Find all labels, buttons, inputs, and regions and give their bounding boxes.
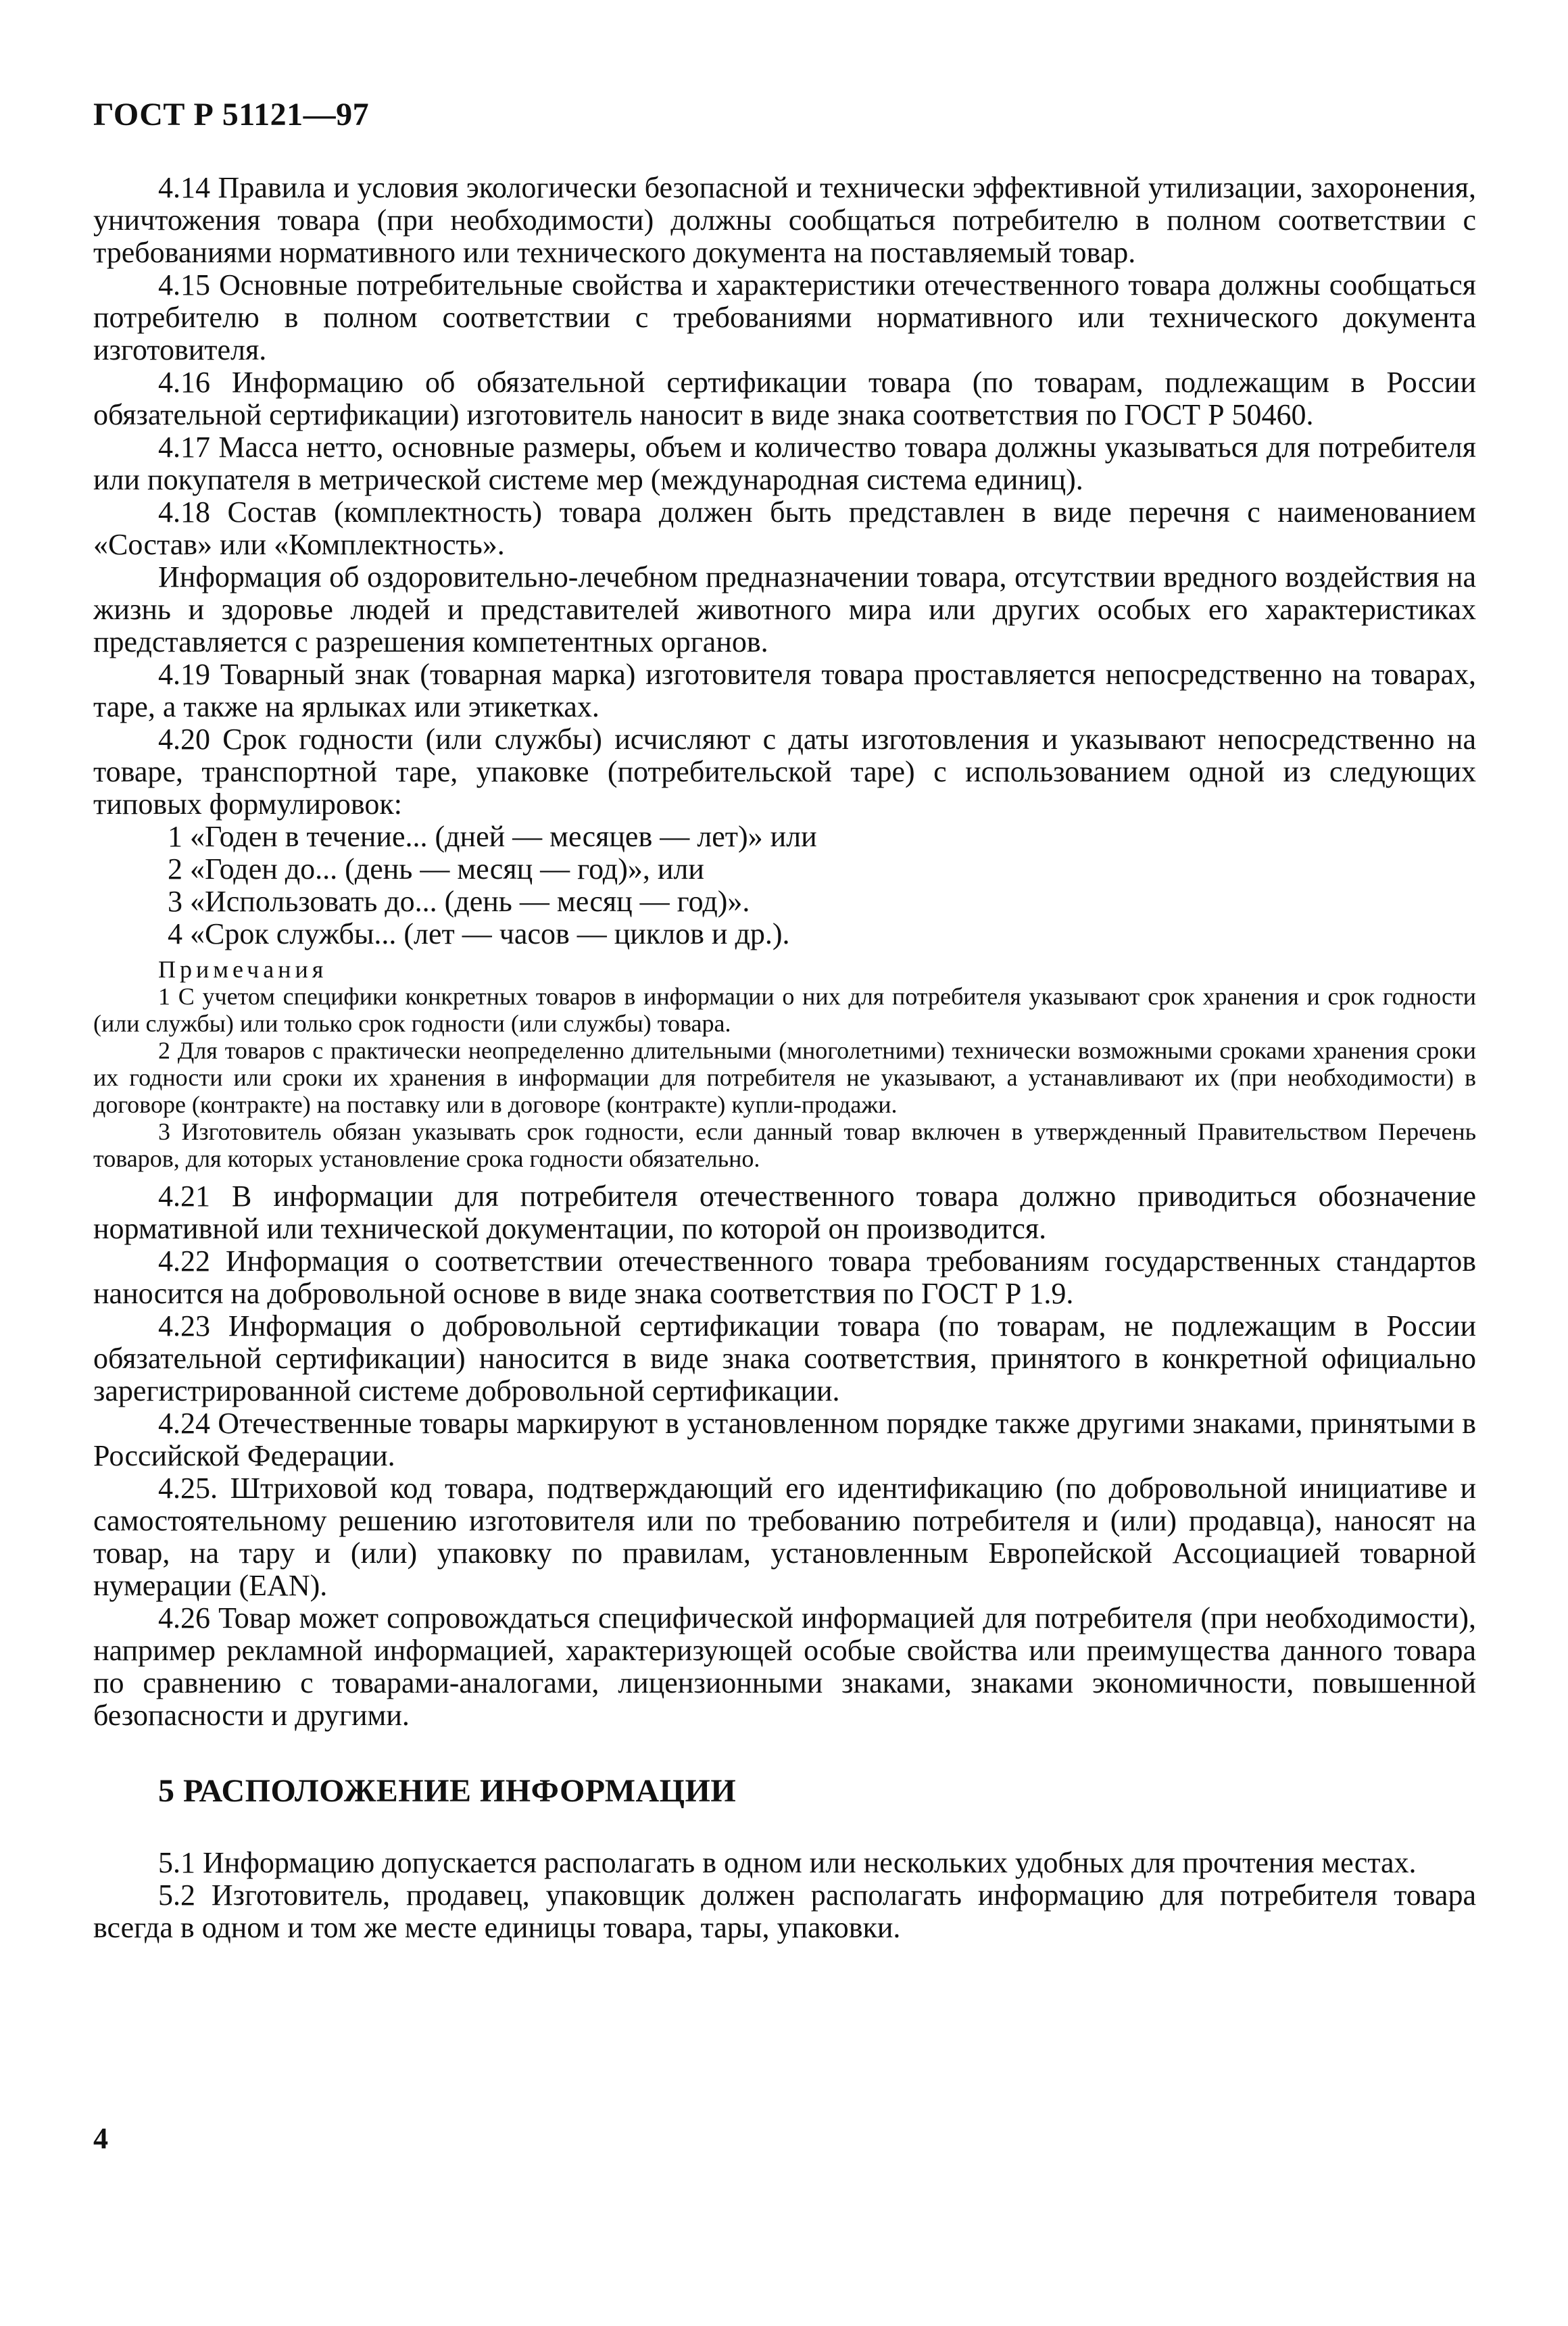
paragraph-4-16: 4.16 Информацию об обязательной сертификации товара (по товарам, подлежащим в России обязательной сертификации) изготовитель наносит в виде знака соответствия по ГОСТ Р 50460. — [93, 366, 1476, 431]
document-body — [93, 172, 1476, 1944]
note-3: 3 Изготовитель обязан указывать срок годности, если данный товар включен в утвержденный Правительством Перечень товаров, для которых установление срока годности обязательно. — [93, 1118, 1476, 1172]
note-2: 2 Для товаров с практически неопределенно длительными (многолетними) технически возможными сроками хранения сроки их годности или сроки их хранения в информации для потребителя не указывают, а устанавливают их (при необходимости) в договоре (контракте) на поставку или в договоре (контракте) купли-продажи. — [93, 1037, 1476, 1118]
paragraph-5-1: 5.1 Информацию допускается располагать в одном или нескольких удобных для прочтения местах. — [158, 1846, 1417, 1879]
notes-heading: Примечания — [158, 956, 328, 983]
paragraph-4-14: 4.14 Правила и условия экологически безопасной и технически эффективной утилизации, захоронения, уничтожения товара (при необходимости) должны сообщаться потребителю в полном соответствии с требованиями нормативного или технического документа на поставляемый товар. — [93, 171, 1476, 269]
paragraph-4-23: 4.23 Информация о добровольной сертификации товара (по товарам, не подлежащим в России обязательной сертификации) наносится в виде знака соответствия, принятого в конкретной официально зарегистрированной системе добровольной сертификации. — [93, 1309, 1476, 1407]
section-heading: 5 РАСПОЛОЖЕНИЕ ИНФОРМАЦИИ — [158, 1773, 737, 1809]
paragraph-4-15: 4.15 Основные потребительные свойства и характеристики отечественного товара должны сообщаться потребителю в полном соответствии с требованиями нормативного или технического документа изготовителя. — [93, 268, 1476, 366]
paragraph-4-19: 4.19 Товарный знак (товарная марка) изготовителя товара проставляется непосредственно на товарах, таре, а также на ярлыках или этикетках. — [93, 658, 1476, 723]
page-number: 4 — [93, 2122, 108, 2155]
paragraph-4-18: 4.18 Состав (комплектность) товара должен быть представлен в виде перечня с наименованием «Состав» или «Комплектность». — [93, 495, 1476, 561]
paragraph-4-21: 4.21 В информации для потребителя отечественного товара должно приводиться обозначение нормативной или технической документации, по которой он производится. — [93, 1180, 1476, 1245]
paragraph-4-25: 4.25. Штриховой код товара, подтверждающий его идентификацию (по добровольной инициативе и самостоятельному решению изготовителя или по требованию потребителя и (или) продавца), наносят на товар, на тару и (или) упаковку по правилам, установленным Европейской Ассоциацией товарной нумерации (EAN). — [93, 1472, 1476, 1602]
note-1: 1 С учетом специфики конкретных товаров в информации о них для потребителя указывают срок хранения и срок годности (или службы) или только срок годности (или службы) товара. — [93, 983, 1476, 1037]
document-header: ГОСТ Р 51121—97 — [93, 97, 370, 132]
formula-4: 4 «Срок службы... (лет — часов — циклов и др.). — [168, 917, 790, 950]
paragraph-5-2: 5.2 Изготовитель, продавец, упаковщик должен располагать информацию для потребителя товара всегда в одном и том же месте единицы товара, тары, упаковки. — [93, 1879, 1476, 1944]
paragraph-4-22: 4.22 Информация о соответствии отечественного товара требованиям государственных стандартов наносится на добровольной основе в виде знака соответствия по ГОСТ Р 1.9. — [93, 1244, 1476, 1310]
paragraph-4-17: 4.17 Масса нетто, основные размеры, объем и количество товара должны указываться для потребителя или покупателя в метрической системе мер (международная система единиц). — [93, 431, 1476, 496]
paragraph-4-26: 4.26 Товар может сопровождаться специфической информацией для потребителя (при необходимости), например рекламной информацией, характеризующей особые свойства или преимущества данного товара по сравнению с товарами-аналогами, лицензионными знаками, знаками экономичности, повышенной безопасности и другими. — [93, 1601, 1476, 1732]
paragraph-4-20: 4.20 Срок годности (или службы) исчисляют с даты изготовления и указывают непосредственно на товаре, транспортной таре, упаковке (потребительской таре) с использованием одной из следующих типовых формулировок: — [93, 723, 1476, 821]
formula-1: 1 «Годен в течение... (дней — месяцев — лет)» или — [168, 820, 817, 853]
formula-3: 3 «Использовать до... (день — месяц — год)». — [168, 885, 750, 918]
formula-2: 2 «Годен до... (день — месяц — год)», или — [168, 852, 704, 886]
paragraph-4-24: 4.24 Отечественные товары маркируют в установленном порядке также другими знаками, принятыми в Российской Федерации. — [93, 1407, 1476, 1472]
paragraph-4-18-info: Информация об оздоровительно-лечебном предназначении товара, отсутствии вредного воздействия на жизнь и здоровье людей и представителей животного мира или других особых его характеристиках представляется с разрешения компетентных органов. — [93, 560, 1476, 658]
notes-block — [93, 956, 1476, 1172]
